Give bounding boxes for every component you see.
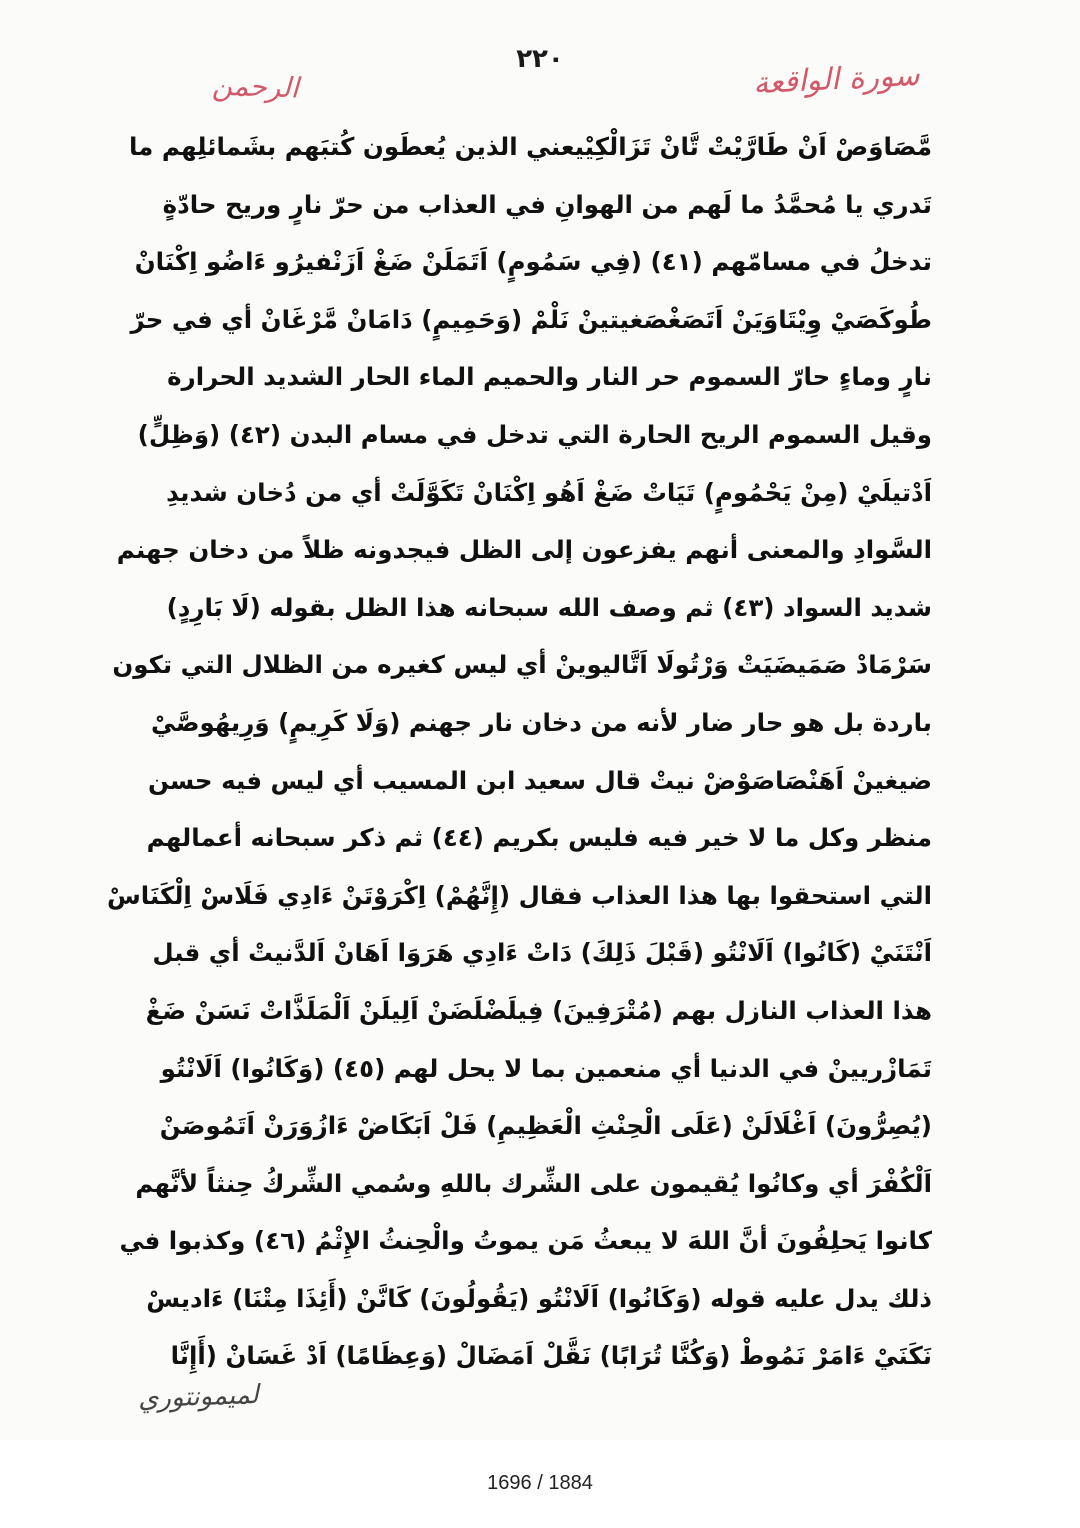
text-line: هذا العذاب النازل بهم (مُتْرَفِينَ) فِيلَضْلَضَنْ اَلِيلَنْ اَلْمَلَذَّاتْ نَسَنْ ضَغْ [145,995,932,1025]
handwritten-rahman-note: الرحمن [211,68,300,105]
text-line: (يُصِرُّونَ) اَغْلَالَنْ (عَلَى الْحِنْثِ الْعَظِيمِ) فَلْ اَبَكَاضْ ءَازُوَرَنْ اَتَمُوصَنْ [159,1111,932,1141]
text-line: اَلْكُفْرَ أي وكانُوا يُقيمون على الشِّرك باللهِ وسُمي الشِّركُ حِنثاً لأنَّهم [135,1168,932,1198]
handwritten-surah-name: سورة الواقعة [752,57,921,102]
text-line: نَكَنَيْ ءَامَرْ نَمُوطْ (وَكُنَّا تُرَابًا) نَقَّلْ اَمَضَالْ (وَعِظَامًا) اَدْ غَسَانْ (أَإِنَّا [170,1341,932,1371]
text-line: تدخلُ في مسامّهم (٤١) (فِي سَمُومٍ) اَتَمَلَنْ ضَغْ اَزَنْفيرُو ءَاضُو اِكْنَانْ [134,247,932,277]
text-line: باردة بل هو حار ضار لأنه من دخان نار جهنم (وَلَا كَرِيمٍ) وَرِيهُوصَّيْ [151,707,932,737]
text-line: منظر وكل ما لا خير فيه فليس بكريم (٤٤) ثم ذكر سبحانه أعمالهم [146,823,932,853]
text-line: ضيغينْ اَهَنْصَاصَوْضْ نيتْ قال سعيد ابن المسيب أي ليس فيه حسن [147,765,932,795]
text-line: سَرْمَادْ صَمَيضَيَتْ وَرْتُولَا اَتَّاليوينْ أي ليس كغيره من الظلال التي تكون [112,650,932,680]
text-line: اَدْتيلَيْ (مِنْ يَحْمُومٍ) تَيَاتْ ضَغْ اَهُو اِكْنَانْ تَكَوَّلَتْ أي من دُخان شديدِ [166,477,932,507]
text-line: مَّصَاوَصْ اَنْ طَارَّيْتْ تَّانْ تَزَالْكِيْيعني الذين يُعطَون كُتبَهم بشَمائلِهم ما [128,132,932,161]
text-line: طُوكَصَيْ وِيْتَاوَيَنْ اَتَصَغْصَغيتينْ نَلْمْ (وَحَمِيمٍ) دَامَانْ مَّرْغَانْ أي في حرّ [130,304,932,334]
text-line: نارٍ وماءٍ حارّ السموم حر النار والحميم الماء الحار الشديد الحرارة [167,362,932,392]
text-line: التي استحقوا بها هذا العذاب فقال (إِنَّهُمْ) اِكْرَوْتَنْ ءَادِي فَلَاسْ اِلْكَنَاسْ [106,880,932,910]
text-line: وقيل السموم الريح الحارة التي تدخل في مسام البدن (٤٢) (وَظِلٍّ) [137,419,932,449]
page-counter: 1696 / 1884 [487,1472,593,1494]
text-line: ذلك يدل عليه قوله (وَكَانُوا) اَلَانْتُو (يَقُولُونَ) كَانَّنْ (أَئِذَا مِتْنَا) ءَاديسْ [146,1283,932,1313]
handwritten-signature: لميمونتوري [137,1379,260,1415]
text-line: السَّوادِ والمعنى أنهم يفزعون إلى الظل فيجدونه ظلاً من دخان جهنم [116,535,932,565]
text-line: اَنْتَنَيْ (كَانُوا) اَلَانْتُو (قَبْلَ ذَلِكَ) دَاتْ ءَادِي هَرَوَا اَهَانْ اَلدَّنيتْ أي قبل [152,938,932,968]
text-line: شديد السواد (٤٣) ثم وصف الله سبحانه هذا الظل بقوله (لَا بَارِدٍ) [166,592,932,622]
text-line: تَمَازْريينْ في الدنيا أي منعمين بما لا يحل لهم (٤٥) (وَكَانُوا) اَلَانْتُو [160,1053,932,1083]
text-line: كانوا يَحلِفُونَ أنَّ اللهَ لا يبعثُ مَن يموتُ والْحِنثُ الإِثْمُ (٤٦) وكذبوا في [119,1226,932,1256]
text-line: تَدري يا مُحمَّدُ ما لَهم من الهوانِ في العذاب من حرّ نارٍ وريح حادّةٍ [162,189,932,219]
page-number: ٢٢٠ [516,44,564,74]
body-text [106,118,932,1385]
